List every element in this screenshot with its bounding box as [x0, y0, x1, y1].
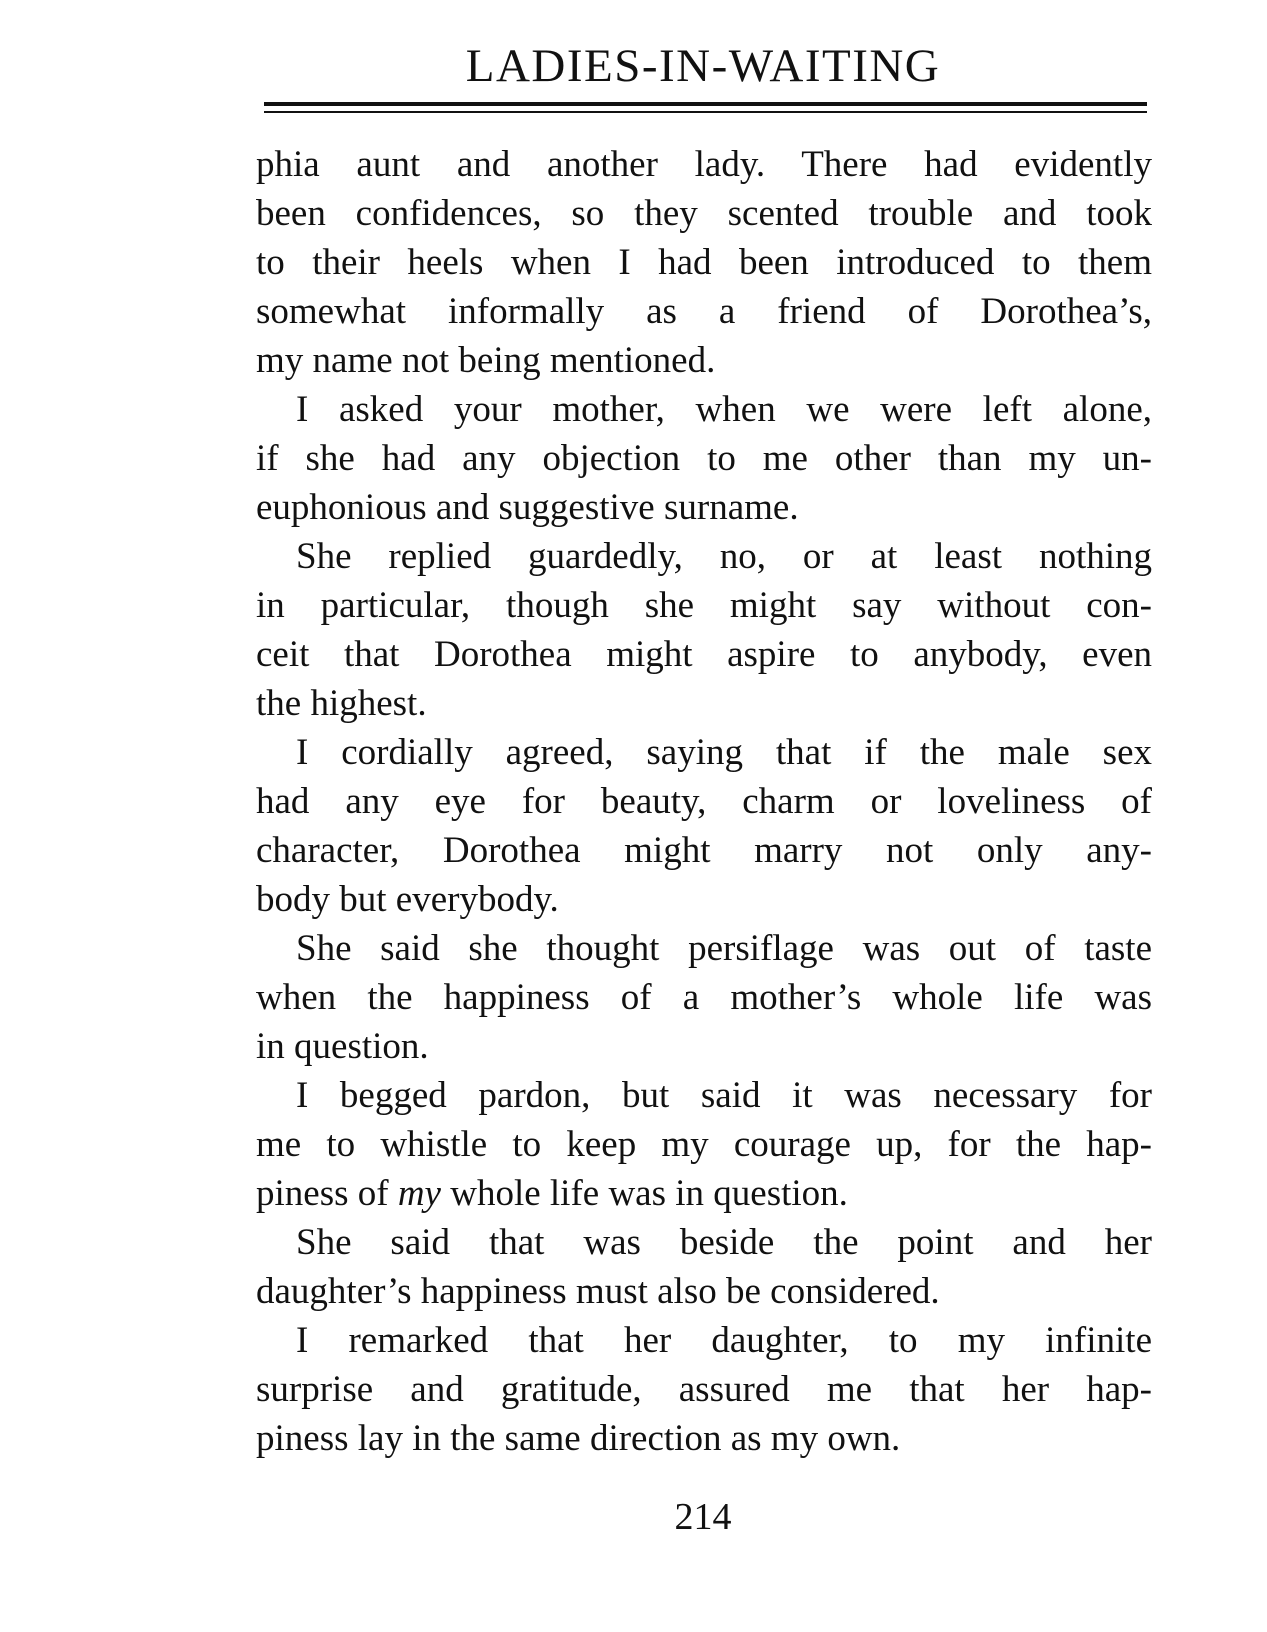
text-line: the highest.	[256, 683, 427, 724]
header-rule-thick	[264, 102, 1147, 106]
text-line: body but everybody.	[256, 879, 559, 920]
header-rule-thin	[264, 111, 1147, 113]
text-line: in particular, though she might say without con-	[256, 585, 1152, 626]
text-segment: piness of	[256, 1173, 398, 1214]
text-line: been confidences, so they scented trouble and took	[256, 193, 1152, 234]
text-line: surprise and gratitude, assured me that her hap-	[256, 1369, 1152, 1410]
text-line: ceit that Dorothea might aspire to anybody, even	[256, 634, 1152, 675]
text-line: if she had any objection to me other than my un-	[256, 438, 1152, 479]
text-line: in question.	[256, 1026, 429, 1067]
body-text	[256, 140, 1152, 1463]
text-line	[256, 1169, 1152, 1218]
text-line: had any eye for beauty, charm or loveliness of	[256, 781, 1152, 822]
text-line: euphonious and suggestive surname.	[256, 487, 799, 528]
text-line: character, Dorothea might marry not only any-	[256, 830, 1152, 871]
text-line: I cordially agreed, saying that if the male sex	[296, 732, 1152, 773]
text-line: She said that was beside the point and her	[296, 1222, 1152, 1263]
text-line: I begged pardon, but said it was necessary for	[296, 1075, 1152, 1116]
text-line: daughter’s happiness must also be considered.	[256, 1271, 940, 1312]
text-line: piness lay in the same direction as my own.	[256, 1418, 901, 1459]
text-line: me to whistle to keep my courage up, for the hap-	[256, 1124, 1152, 1165]
text-line: somewhat informally as a friend of Dorothea’s,	[256, 291, 1152, 332]
page-number: 214	[674, 1496, 732, 1538]
emphasized-word: my	[397, 1173, 441, 1214]
text-segment: whole life was in question.	[440, 1173, 848, 1214]
text-line: She replied guardedly, no, or at least nothing	[296, 536, 1152, 577]
text-line: to their heels when I had been introduced to them	[256, 242, 1152, 283]
text-line: I asked your mother, when we were left alone,	[296, 389, 1152, 430]
text-line: She said she thought persiflage was out of taste	[296, 928, 1152, 969]
text-line: when the happiness of a mother’s whole life was	[256, 977, 1152, 1018]
running-head-title: LADIES-IN-WAITING	[465, 40, 941, 92]
text-line: my name not being mentioned.	[256, 340, 716, 381]
text-line: phia aunt and another lady. There had evidently	[256, 144, 1152, 185]
text-line: I remarked that her daughter, to my infinite	[296, 1320, 1152, 1361]
